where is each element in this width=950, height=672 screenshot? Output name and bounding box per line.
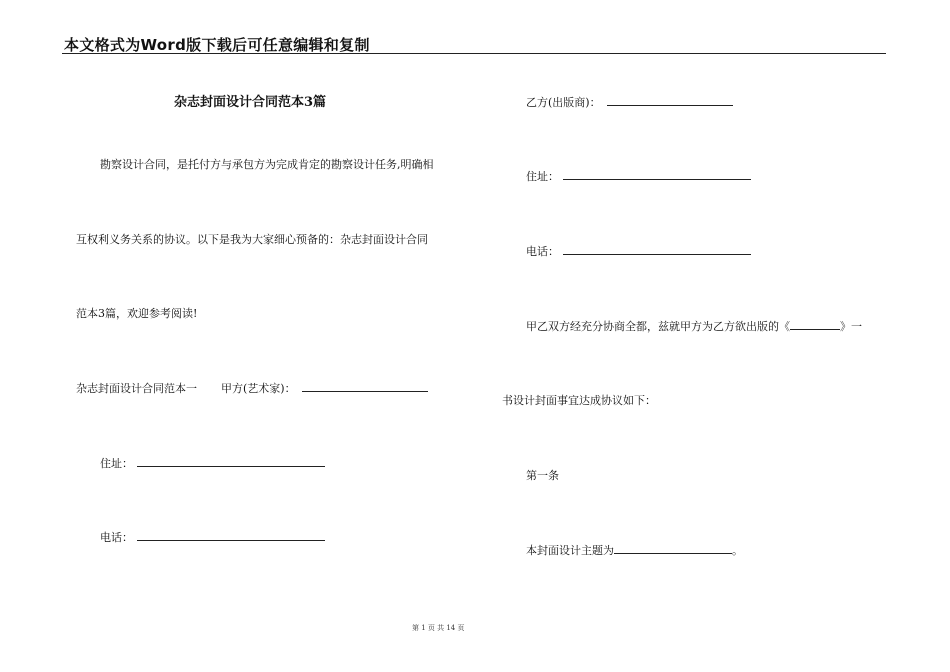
- party-b-label: 乙方(出版商)：: [526, 96, 601, 109]
- party-b-line: [526, 94, 733, 110]
- right-phone-blank: [563, 244, 751, 255]
- document-header: 本文格式为Word版下载后可任意编辑和复制: [64, 36, 370, 54]
- intro-line-3: 范本3篇，欢迎参考阅读!: [76, 307, 198, 320]
- left-phone-line: [100, 529, 325, 545]
- party-a-blank: [302, 381, 428, 392]
- header-divider: [62, 53, 886, 54]
- agreement-line-1: [526, 318, 862, 334]
- right-address-blank: [563, 169, 751, 180]
- article-1-heading: 第一条: [526, 469, 559, 482]
- intro-line-1: 勘察设计合同，是托付方与承包方为完成肯定的勘察设计任务,明确相: [100, 158, 434, 171]
- agreement-text-after: 》一: [840, 320, 862, 333]
- theme-end: 。: [732, 544, 743, 557]
- left-address-blank: [137, 456, 325, 467]
- theme-line: [526, 542, 743, 558]
- page-footer: 第 1 页 共 14 页: [412, 624, 465, 632]
- left-phone-label: 电话：: [100, 531, 133, 544]
- sample-label: 杂志封面设计合同范本一: [76, 382, 197, 395]
- intro-line-2: 互权利义务关系的协议。以下是我为大家细心预备的：杂志封面设计合同: [76, 233, 428, 246]
- right-phone-label: 电话：: [526, 245, 559, 258]
- party-b-blank: [607, 95, 733, 106]
- sample-heading-line: [76, 380, 428, 396]
- agreement-line-2: 书设计封面事宜达成协议如下：: [502, 394, 656, 407]
- right-phone-line: [526, 243, 751, 259]
- right-address-line: [526, 168, 751, 184]
- agreement-text-before: 甲乙双方经充分协商全都，兹就甲方为乙方欲出版的《: [526, 320, 790, 333]
- left-address-label: 住址：: [100, 457, 133, 470]
- party-a-label: 甲方(艺术家)：: [221, 382, 296, 395]
- right-address-label: 住址：: [526, 170, 559, 183]
- theme-label: 本封面设计主题为: [526, 544, 614, 557]
- left-address-line: [100, 455, 325, 471]
- book-title-blank: [790, 319, 840, 330]
- document-title: 杂志封面设计合同范本3篇: [174, 95, 327, 110]
- theme-blank: [614, 543, 732, 554]
- left-phone-blank: [137, 530, 325, 541]
